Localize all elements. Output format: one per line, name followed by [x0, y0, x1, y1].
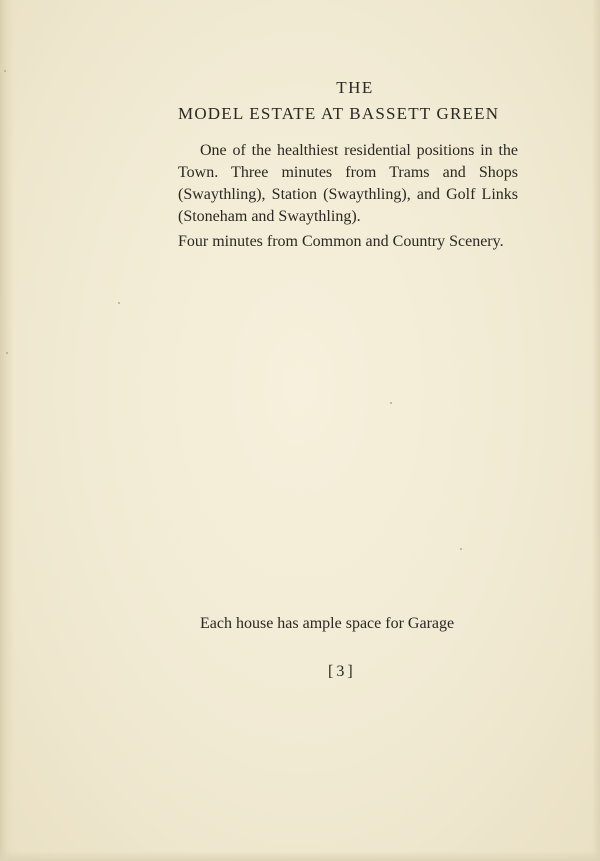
paper-speck — [6, 352, 8, 354]
paper-edge-left — [0, 0, 14, 861]
paper-edge-right — [592, 0, 600, 861]
paper-speck — [460, 548, 462, 550]
paper-speck — [118, 302, 120, 304]
paper-speck — [390, 402, 392, 404]
paper-edge-bottom — [0, 851, 600, 861]
page-number: [3] — [328, 663, 356, 680]
paper-speck — [4, 70, 6, 72]
paragraph-location: One of the healthiest residential positions in the Town. Three minutes from Trams and Shops (Swaythling), Station (Swaythling), and Golf Links (Stoneham and Swaythling). — [178, 142, 518, 225]
garage-note: Each house has ample space for Garage — [200, 615, 455, 632]
paragraph-common: Four minutes from Common and Country Scenery. — [178, 233, 504, 250]
heading-the: THE — [336, 78, 374, 97]
heading-title: MODEL ESTATE AT BASSETT GREEN — [178, 104, 500, 123]
